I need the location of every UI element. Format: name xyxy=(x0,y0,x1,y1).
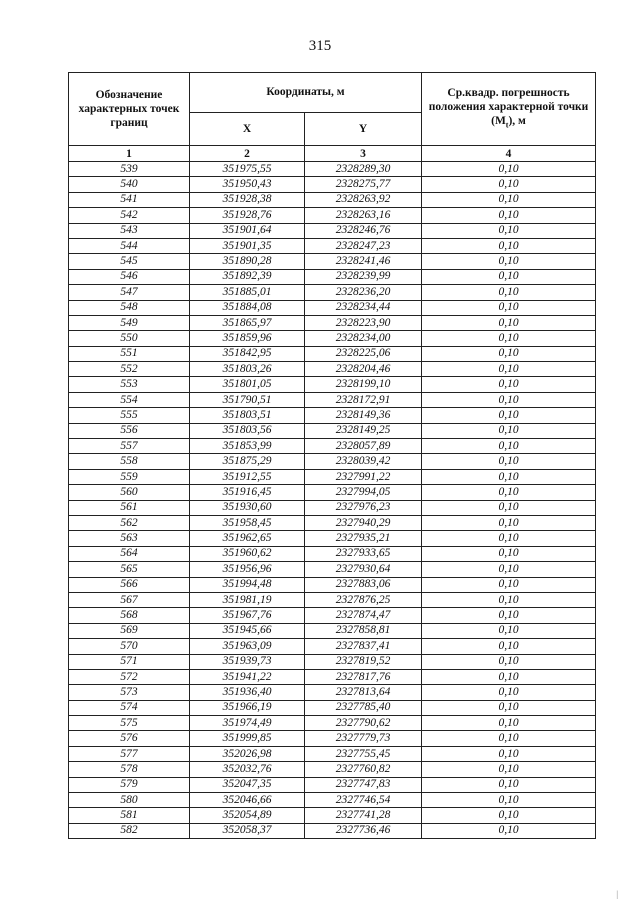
y-coordinate-cell: 2328172,91 xyxy=(305,392,422,407)
error-cell: 0,10 xyxy=(422,485,596,500)
point-id-cell: 548 xyxy=(69,300,190,315)
table-row xyxy=(69,208,596,223)
table-row xyxy=(69,777,596,792)
y-coordinate-cell: 2328225,06 xyxy=(305,346,422,361)
y-coordinate-cell: 2328199,10 xyxy=(305,377,422,392)
x-coordinate-cell: 351930,60 xyxy=(190,500,305,515)
table-row xyxy=(69,300,596,315)
table-row xyxy=(69,238,596,253)
point-id-cell: 569 xyxy=(69,623,190,638)
table-row xyxy=(69,377,596,392)
y-coordinate-cell: 2328241,46 xyxy=(305,254,422,269)
point-id-cell: 543 xyxy=(69,223,190,238)
y-coordinate-cell: 2327858,81 xyxy=(305,623,422,638)
table-row xyxy=(69,254,596,269)
y-coordinate-cell: 2328247,23 xyxy=(305,238,422,253)
error-cell: 0,10 xyxy=(422,254,596,269)
error-cell: 0,10 xyxy=(422,716,596,731)
y-coordinate-cell: 2328263,16 xyxy=(305,208,422,223)
x-coordinate-cell: 352026,98 xyxy=(190,746,305,761)
header-coordinates: Координаты, м xyxy=(190,73,422,113)
error-cell: 0,10 xyxy=(422,392,596,407)
x-coordinate-cell: 351941,22 xyxy=(190,669,305,684)
point-id-cell: 556 xyxy=(69,423,190,438)
error-cell: 0,10 xyxy=(422,362,596,377)
point-id-cell: 539 xyxy=(69,162,190,177)
x-coordinate-cell: 351885,01 xyxy=(190,285,305,300)
point-id-cell: 540 xyxy=(69,177,190,192)
table-row xyxy=(69,746,596,761)
point-id-cell: 566 xyxy=(69,577,190,592)
x-coordinate-cell: 351803,26 xyxy=(190,362,305,377)
point-id-cell: 559 xyxy=(69,469,190,484)
y-coordinate-cell: 2328236,20 xyxy=(305,285,422,300)
x-coordinate-cell: 351790,51 xyxy=(190,392,305,407)
table-row xyxy=(69,269,596,284)
error-cell: 0,10 xyxy=(422,331,596,346)
y-coordinate-cell: 2327755,45 xyxy=(305,746,422,761)
y-coordinate-cell: 2327940,29 xyxy=(305,515,422,530)
x-coordinate-cell: 351945,66 xyxy=(190,623,305,638)
y-coordinate-cell: 2328057,89 xyxy=(305,439,422,454)
x-coordinate-cell: 351901,64 xyxy=(190,223,305,238)
error-cell: 0,10 xyxy=(422,208,596,223)
error-cell: 0,10 xyxy=(422,177,596,192)
point-id-cell: 557 xyxy=(69,439,190,454)
y-coordinate-cell: 2327991,22 xyxy=(305,469,422,484)
point-id-cell: 555 xyxy=(69,408,190,423)
x-coordinate-cell: 352046,66 xyxy=(190,793,305,808)
error-cell: 0,10 xyxy=(422,639,596,654)
y-coordinate-cell: 2327741,28 xyxy=(305,808,422,823)
x-coordinate-cell: 351994,48 xyxy=(190,577,305,592)
point-id-cell: 580 xyxy=(69,793,190,808)
table-row xyxy=(69,531,596,546)
error-cell: 0,10 xyxy=(422,746,596,761)
table-row xyxy=(69,592,596,607)
y-coordinate-cell: 2327736,46 xyxy=(305,823,422,838)
x-coordinate-cell: 351974,49 xyxy=(190,716,305,731)
point-id-cell: 545 xyxy=(69,254,190,269)
point-id-cell: 552 xyxy=(69,362,190,377)
table-row xyxy=(69,408,596,423)
x-coordinate-cell: 351803,56 xyxy=(190,423,305,438)
error-cell: 0,10 xyxy=(422,777,596,792)
x-coordinate-cell: 351928,38 xyxy=(190,192,305,207)
y-coordinate-cell: 2328039,42 xyxy=(305,454,422,469)
point-id-cell: 574 xyxy=(69,700,190,715)
point-id-cell: 564 xyxy=(69,546,190,561)
y-coordinate-cell: 2327746,54 xyxy=(305,793,422,808)
table-row xyxy=(69,469,596,484)
error-cell: 0,10 xyxy=(422,793,596,808)
error-cell: 0,10 xyxy=(422,377,596,392)
error-cell: 0,10 xyxy=(422,762,596,777)
table-row xyxy=(69,423,596,438)
y-coordinate-cell: 2327819,52 xyxy=(305,654,422,669)
point-id-cell: 541 xyxy=(69,192,190,207)
y-coordinate-cell: 2327817,76 xyxy=(305,669,422,684)
table-row xyxy=(69,669,596,684)
x-coordinate-cell: 351963,09 xyxy=(190,639,305,654)
point-id-cell: 576 xyxy=(69,731,190,746)
corner-mark: | xyxy=(616,889,618,899)
header-error: Ср.квадр. погрешность положения характерной точки $(M_t)$, м xyxy=(422,73,596,146)
y-coordinate-cell: 2328275,77 xyxy=(305,177,422,192)
error-cell: 0,10 xyxy=(422,562,596,577)
x-coordinate-cell: 351884,08 xyxy=(190,300,305,315)
point-id-cell: 573 xyxy=(69,685,190,700)
error-cell: 0,10 xyxy=(422,592,596,607)
x-coordinate-cell: 351801,05 xyxy=(190,377,305,392)
header-y: Y xyxy=(305,112,422,145)
column-number-row xyxy=(69,146,596,162)
column-number: 2 xyxy=(190,146,305,162)
table-row xyxy=(69,639,596,654)
y-coordinate-cell: 2328204,46 xyxy=(305,362,422,377)
table-row xyxy=(69,315,596,330)
table-row xyxy=(69,500,596,515)
point-id-cell: 570 xyxy=(69,639,190,654)
x-coordinate-cell: 351928,76 xyxy=(190,208,305,223)
x-coordinate-cell: 351859,96 xyxy=(190,331,305,346)
y-coordinate-cell: 2327876,25 xyxy=(305,592,422,607)
point-id-cell: 542 xyxy=(69,208,190,223)
error-cell: 0,10 xyxy=(422,300,596,315)
y-coordinate-cell: 2327785,40 xyxy=(305,700,422,715)
x-coordinate-cell: 352054,89 xyxy=(190,808,305,823)
table-row xyxy=(69,515,596,530)
error-cell: 0,10 xyxy=(422,346,596,361)
y-coordinate-cell: 2328223,90 xyxy=(305,315,422,330)
x-coordinate-cell: 351842,95 xyxy=(190,346,305,361)
point-id-cell: 546 xyxy=(69,269,190,284)
error-cell: 0,10 xyxy=(422,500,596,515)
y-coordinate-cell: 2327790,62 xyxy=(305,716,422,731)
error-cell: 0,10 xyxy=(422,423,596,438)
x-coordinate-cell: 351865,97 xyxy=(190,315,305,330)
error-cell: 0,10 xyxy=(422,162,596,177)
y-coordinate-cell: 2327933,65 xyxy=(305,546,422,561)
point-id-cell: 547 xyxy=(69,285,190,300)
x-coordinate-cell: 351960,62 xyxy=(190,546,305,561)
point-id-cell: 579 xyxy=(69,777,190,792)
error-cell: 0,10 xyxy=(422,285,596,300)
x-coordinate-cell: 351901,35 xyxy=(190,238,305,253)
y-coordinate-cell: 2328246,76 xyxy=(305,223,422,238)
table-row xyxy=(69,439,596,454)
table-row xyxy=(69,223,596,238)
point-id-cell: 551 xyxy=(69,346,190,361)
y-coordinate-cell: 2327994,05 xyxy=(305,485,422,500)
table-row xyxy=(69,793,596,808)
table-row xyxy=(69,823,596,838)
error-cell: 0,10 xyxy=(422,823,596,838)
x-coordinate-cell: 351962,65 xyxy=(190,531,305,546)
column-number: 1 xyxy=(69,146,190,162)
point-id-cell: 575 xyxy=(69,716,190,731)
point-id-cell: 544 xyxy=(69,238,190,253)
point-id-cell: 568 xyxy=(69,608,190,623)
error-cell: 0,10 xyxy=(422,531,596,546)
y-coordinate-cell: 2328263,92 xyxy=(305,192,422,207)
x-coordinate-cell: 351875,29 xyxy=(190,454,305,469)
error-cell: 0,10 xyxy=(422,669,596,684)
column-number: 4 xyxy=(422,146,596,162)
error-cell: 0,10 xyxy=(422,315,596,330)
table-row xyxy=(69,608,596,623)
point-id-cell: 577 xyxy=(69,746,190,761)
x-coordinate-cell: 352058,37 xyxy=(190,823,305,838)
x-coordinate-cell: 351890,28 xyxy=(190,254,305,269)
error-cell: 0,10 xyxy=(422,238,596,253)
y-coordinate-cell: 2328239,99 xyxy=(305,269,422,284)
x-coordinate-cell: 351912,55 xyxy=(190,469,305,484)
error-cell: 0,10 xyxy=(422,608,596,623)
error-cell: 0,10 xyxy=(422,577,596,592)
y-coordinate-cell: 2327883,06 xyxy=(305,577,422,592)
header-designation: Обозначение характерных точек границ xyxy=(69,73,190,146)
x-coordinate-cell: 351892,39 xyxy=(190,269,305,284)
point-id-cell: 563 xyxy=(69,531,190,546)
table-row xyxy=(69,346,596,361)
error-cell: 0,10 xyxy=(422,623,596,638)
y-coordinate-cell: 2328289,30 xyxy=(305,162,422,177)
point-id-cell: 572 xyxy=(69,669,190,684)
x-coordinate-cell: 351936,40 xyxy=(190,685,305,700)
table-row xyxy=(69,177,596,192)
point-id-cell: 571 xyxy=(69,654,190,669)
error-cell: 0,10 xyxy=(422,223,596,238)
error-cell: 0,10 xyxy=(422,439,596,454)
y-coordinate-cell: 2327813,64 xyxy=(305,685,422,700)
header-x: X xyxy=(190,112,305,145)
y-coordinate-cell: 2328149,25 xyxy=(305,423,422,438)
table-body xyxy=(69,162,596,839)
y-coordinate-cell: 2327779,73 xyxy=(305,731,422,746)
table-row xyxy=(69,762,596,777)
error-cell: 0,10 xyxy=(422,685,596,700)
point-id-cell: 560 xyxy=(69,485,190,500)
error-cell: 0,10 xyxy=(422,700,596,715)
coordinates-table xyxy=(68,72,596,839)
column-number: 3 xyxy=(305,146,422,162)
x-coordinate-cell: 351999,85 xyxy=(190,731,305,746)
point-id-cell: 550 xyxy=(69,331,190,346)
error-cell: 0,10 xyxy=(422,546,596,561)
table-row xyxy=(69,716,596,731)
x-coordinate-cell: 351967,76 xyxy=(190,608,305,623)
point-id-cell: 562 xyxy=(69,515,190,530)
table-row xyxy=(69,700,596,715)
table-row xyxy=(69,562,596,577)
point-id-cell: 558 xyxy=(69,454,190,469)
table-row xyxy=(69,285,596,300)
x-coordinate-cell: 351956,96 xyxy=(190,562,305,577)
x-coordinate-cell: 351803,51 xyxy=(190,408,305,423)
error-cell: 0,10 xyxy=(422,192,596,207)
table-row xyxy=(69,331,596,346)
x-coordinate-cell: 351853,99 xyxy=(190,439,305,454)
x-coordinate-cell: 351981,19 xyxy=(190,592,305,607)
point-id-cell: 581 xyxy=(69,808,190,823)
y-coordinate-cell: 2327760,82 xyxy=(305,762,422,777)
error-cell: 0,10 xyxy=(422,408,596,423)
x-coordinate-cell: 351916,45 xyxy=(190,485,305,500)
point-id-cell: 554 xyxy=(69,392,190,407)
point-id-cell: 565 xyxy=(69,562,190,577)
error-cell: 0,10 xyxy=(422,269,596,284)
point-id-cell: 582 xyxy=(69,823,190,838)
table-row xyxy=(69,454,596,469)
y-coordinate-cell: 2328149,36 xyxy=(305,408,422,423)
table-row xyxy=(69,362,596,377)
x-coordinate-cell: 352047,35 xyxy=(190,777,305,792)
page-number: 315 xyxy=(308,38,332,54)
y-coordinate-cell: 2327935,21 xyxy=(305,531,422,546)
table-row xyxy=(69,546,596,561)
table-row xyxy=(69,162,596,177)
table-row xyxy=(69,623,596,638)
x-coordinate-cell: 351939,73 xyxy=(190,654,305,669)
point-id-cell: 567 xyxy=(69,592,190,607)
table-row xyxy=(69,577,596,592)
point-id-cell: 553 xyxy=(69,377,190,392)
y-coordinate-cell: 2327837,41 xyxy=(305,639,422,654)
table-row xyxy=(69,685,596,700)
point-id-cell: 578 xyxy=(69,762,190,777)
table-row xyxy=(69,654,596,669)
point-id-cell: 561 xyxy=(69,500,190,515)
y-coordinate-cell: 2327930,64 xyxy=(305,562,422,577)
error-cell: 0,10 xyxy=(422,469,596,484)
table-row xyxy=(69,392,596,407)
y-coordinate-cell: 2328234,44 xyxy=(305,300,422,315)
table-row xyxy=(69,485,596,500)
error-cell: 0,10 xyxy=(422,808,596,823)
table-row xyxy=(69,192,596,207)
table-row xyxy=(69,731,596,746)
error-cell: 0,10 xyxy=(422,515,596,530)
y-coordinate-cell: 2328234,00 xyxy=(305,331,422,346)
error-cell: 0,10 xyxy=(422,454,596,469)
point-id-cell: 549 xyxy=(69,315,190,330)
error-cell: 0,10 xyxy=(422,654,596,669)
x-coordinate-cell: 351950,43 xyxy=(190,177,305,192)
y-coordinate-cell: 2327747,83 xyxy=(305,777,422,792)
x-coordinate-cell: 351958,45 xyxy=(190,515,305,530)
table-row xyxy=(69,808,596,823)
x-coordinate-cell: 351966,19 xyxy=(190,700,305,715)
x-coordinate-cell: 351975,55 xyxy=(190,162,305,177)
y-coordinate-cell: 2327976,23 xyxy=(305,500,422,515)
y-coordinate-cell: 2327874,47 xyxy=(305,608,422,623)
x-coordinate-cell: 352032,76 xyxy=(190,762,305,777)
error-cell: 0,10 xyxy=(422,731,596,746)
